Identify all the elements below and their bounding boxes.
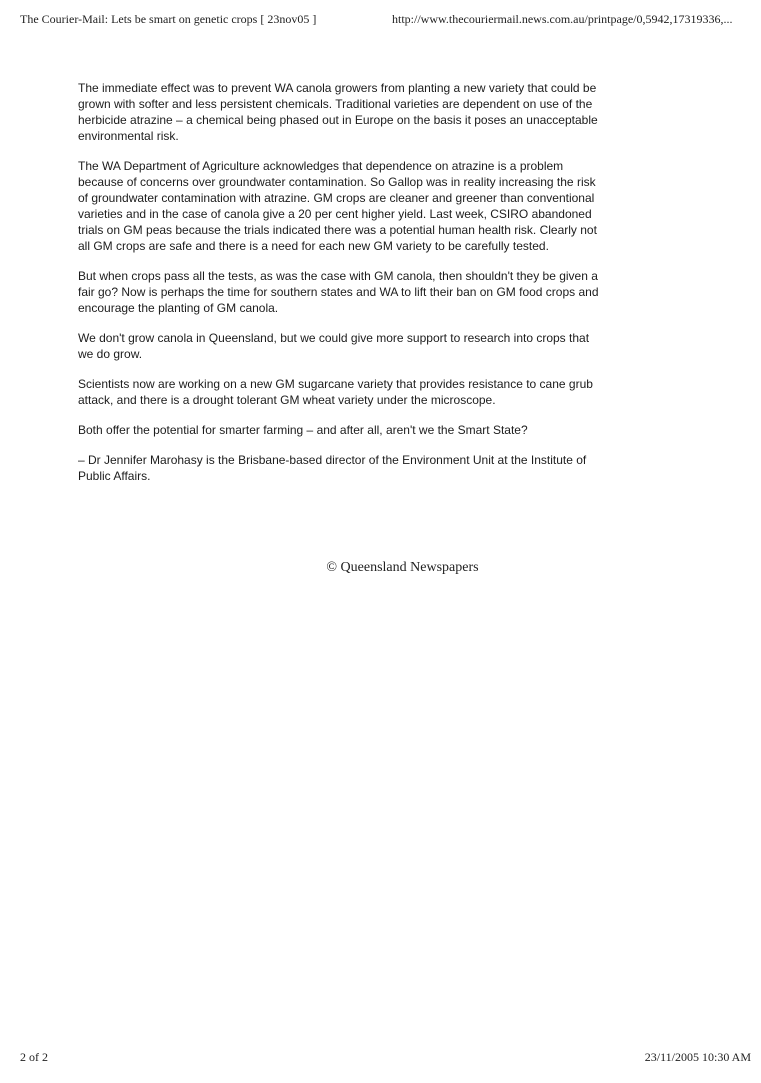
print-datetime: 23/11/2005 10:30 AM: [644, 1050, 751, 1064]
article-body: [78, 80, 606, 498]
page-title: The Courier-Mail: Lets be smart on genetic crops [ 23nov05 ]: [20, 12, 317, 26]
page-url: http://www.thecouriermail.news.com.au/printpage/0,5942,17319336,...: [392, 12, 733, 26]
author-note: – Dr Jennifer Marohasy is the Brisbane-based director of the Environment Unit at the Institute of Public Affairs.: [78, 453, 587, 483]
paragraph: We don't grow canola in Queensland, but we could give more support to research into crops that we do grow.: [78, 331, 590, 361]
paragraph: Both offer the potential for smarter farming – and after all, aren't we the Smart State?: [78, 423, 528, 437]
copyright-notice: © Queensland Newspapers: [326, 560, 479, 575]
paragraph: The WA Department of Agriculture acknowledges that dependence on atrazine is a problem because of concerns over groundwater contamination. So Gallop was in reality increasing the risk of groundwater contamination with atrazine. GM crops are cleaner and greener than conventional varieties and in the case of canola give a 20 per cent higher yield. Last week, CSIRO abandoned trials on GM peas because the trials indicated there was a potential human health risk. Clearly not all GM crops are safe and there is a need for each new GM variety to be carefully tested.: [78, 159, 597, 253]
paragraph: The immediate effect was to prevent WA canola growers from planting a new variety that could be grown with softer and less persistent chemicals. Traditional varieties are dependent on use of the herbicide atrazine – a chemical being phased out in Europe on the basis it poses an unacceptable environmental risk.: [78, 81, 598, 143]
print-header: [20, 12, 751, 28]
paragraph: But when crops pass all the tests, as was the case with GM canola, then shouldn't they be given a fair go? Now is perhaps the time for southern states and WA to lift their ban on GM food crops and encourage the planting of GM canola.: [78, 269, 599, 315]
paragraph: Scientists now are working on a new GM sugarcane variety that provides resistance to cane grub attack, and there is a drought tolerant GM wheat variety under the microscope.: [78, 377, 593, 407]
page-number: 2 of 2: [20, 1050, 48, 1064]
print-footer: [20, 1050, 751, 1066]
